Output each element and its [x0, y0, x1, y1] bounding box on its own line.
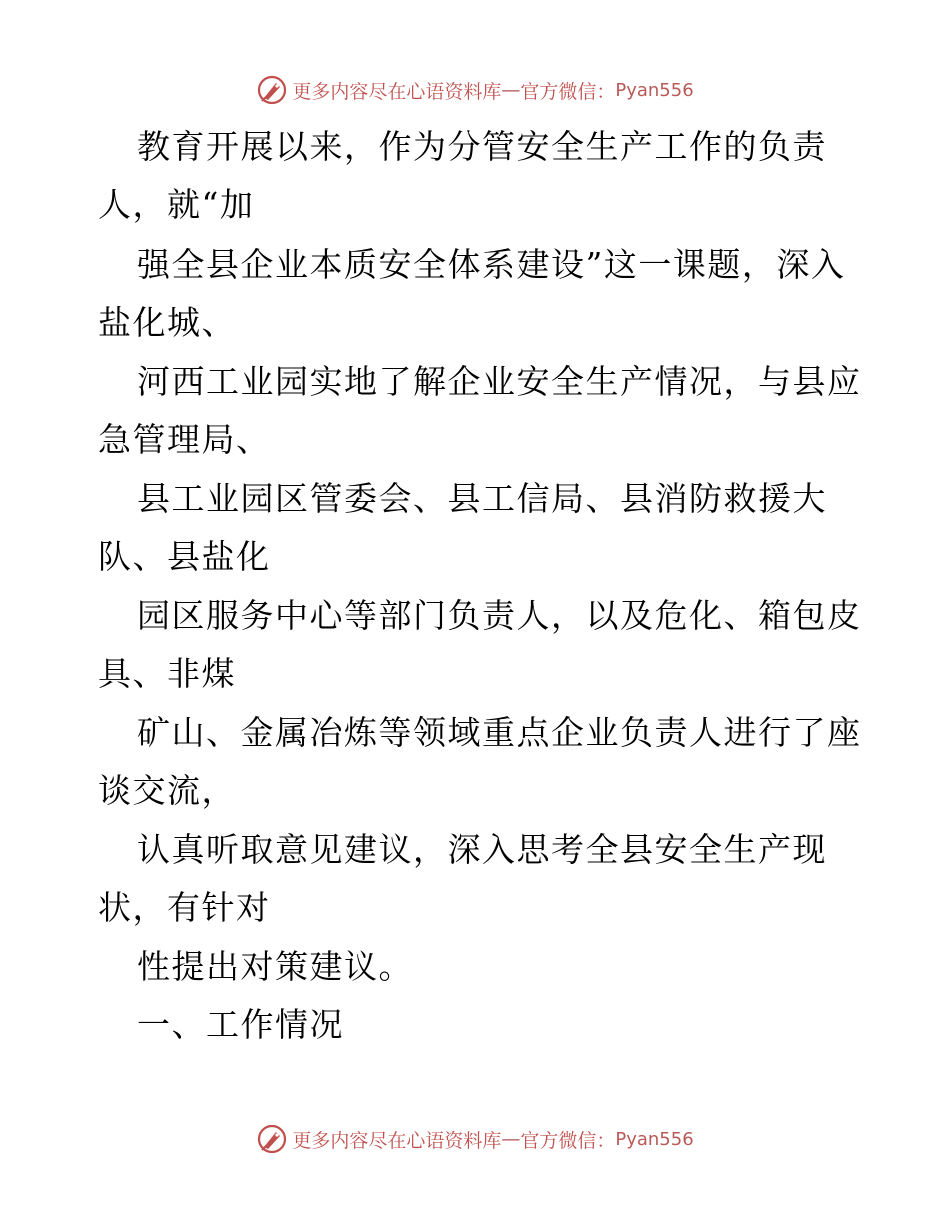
- footer-banner: [0, 1121, 950, 1157]
- banner-separator: —: [501, 79, 521, 101]
- text-line: 谈交流，: [98, 771, 236, 810]
- text-line: 人，就“加: [98, 185, 255, 224]
- banner-text: 更多内容尽在心语资料库: [292, 1129, 502, 1152]
- banner-separator: —: [501, 1128, 521, 1150]
- text-line: 县工业园区管委会、县工信局、县消防救援大: [137, 479, 827, 518]
- pen-nib-icon: [256, 1123, 288, 1155]
- text-line: 园区服务中心等部门负责人，以及危化、箱包皮: [137, 596, 862, 635]
- text-line: 急管理局、: [98, 420, 271, 459]
- text-line: 认真听取意见建议，深入思考全县安全生产现: [137, 830, 827, 869]
- text-line: 状，有针对: [98, 888, 271, 927]
- text-line: 强全县企业本质安全体系建设”这一课题，深入: [137, 245, 846, 284]
- wechat-id: Pyan556: [615, 79, 694, 101]
- text-line: 具、非煤: [98, 654, 236, 693]
- wechat-label: 官方微信：: [520, 80, 616, 103]
- wechat-id: Pyan556: [615, 1128, 694, 1150]
- section-heading: 一、工作情况: [137, 1005, 344, 1044]
- text-line: 河西工业园实地了解企业安全生产情况，与县应: [137, 362, 862, 401]
- text-line: 矿山、金属冶炼等领域重点企业负责人进行了座: [137, 713, 862, 752]
- text-line: 队、县盐化: [98, 537, 271, 576]
- header-banner: [0, 72, 950, 108]
- wechat-label: 官方微信：: [520, 1129, 616, 1152]
- text-line: 盐化城、: [98, 303, 236, 342]
- text-line: 性提出对策建议。: [137, 947, 413, 986]
- banner-text: 更多内容尽在心语资料库: [292, 80, 502, 103]
- pen-nib-icon: [256, 74, 288, 106]
- text-line: 教育开展以来，作为分管安全生产工作的负责: [137, 127, 827, 166]
